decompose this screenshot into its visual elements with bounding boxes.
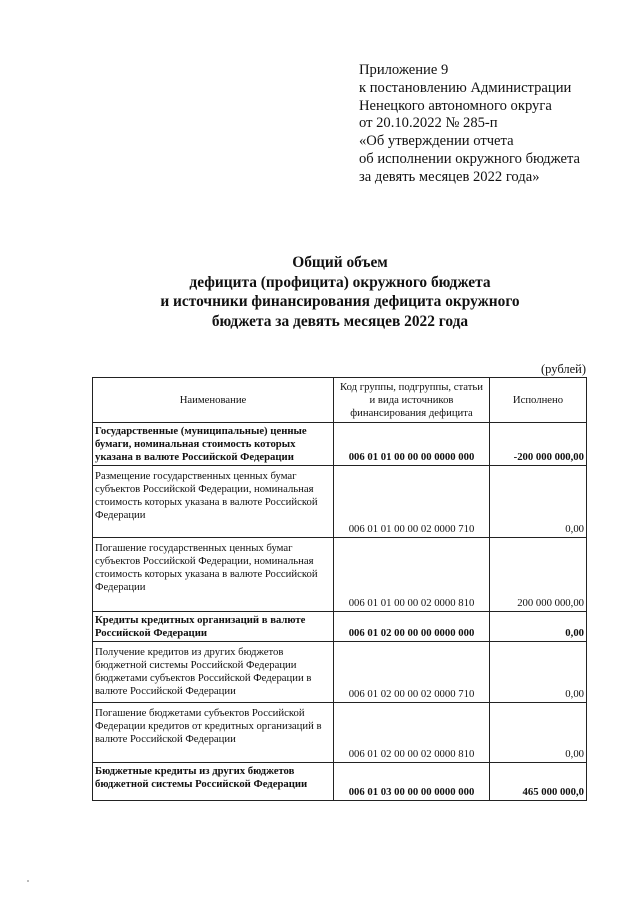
scan-speck [27,880,29,882]
row-name: Бюджетные кредиты из других бюджетов бюджетной системы Российской Федерации [93,763,334,801]
sources-table [92,377,587,801]
table-row [93,703,587,763]
row-value: -200 000 000,00 [490,423,587,466]
title-line: и источники финансирования дефицита окружного [160,293,520,310]
title-line: бюджета за девять месяцев 2022 года [211,312,469,330]
row-name: Размещение государственных ценных бумаг субъектов Российской Федерации, номинальная стоимость которых указана в валюте Российской Федерации [93,466,334,538]
appendix-line: за девять месяцев 2022 года» [359,168,540,185]
header-value: Исполнено [490,378,587,423]
row-code: 006 01 01 00 00 02 0000 710 [334,466,490,538]
row-name: Кредиты кредитных организаций в валюте Российской Федерации [93,612,334,642]
header-code: Код группы, подгруппы, статьи и вида источников финансирования дефицита [334,378,490,423]
row-code: 006 01 01 00 00 00 0000 000 [334,423,490,466]
table-header-row [93,378,587,423]
row-value: 0,00 [490,703,587,763]
unit-label: (рублей) [541,362,587,376]
appendix-block [359,62,639,187]
row-name: Погашение государственных ценных бумаг субъектов Российской Федерации, номинальная стоимость которых указана в валюте Российской Федерации [93,538,334,612]
table-row [93,612,587,642]
appendix-line: Ненецкого автономного округа [359,97,552,114]
row-value: 0,00 [490,612,587,642]
row-name: Получение кредитов из других бюджетов бюджетной системы Российской Федерации бюджетами субъектов Российской Федерации в валюте Российской Федерации [93,642,334,703]
row-code: 006 01 01 00 00 02 0000 810 [334,538,490,612]
title-line: Общий объем [292,254,388,271]
row-value: 200 000 000,00 [490,538,587,612]
appendix-line: от 20.10.2022 № 285-п [359,115,498,132]
header-name: Наименование [93,378,334,423]
row-value: 465 000 000,0 [490,763,587,801]
appendix-line: Приложение 9 [359,62,449,78]
row-code: 006 01 02 00 00 00 0000 000 [334,612,490,642]
document-title [40,253,639,331]
row-code: 006 01 02 00 00 02 0000 810 [334,703,490,763]
row-value: 0,00 [490,466,587,538]
row-code: 006 01 03 00 00 00 0000 000 [334,763,490,801]
table-row [93,763,587,801]
row-name: Погашение бюджетами субъектов Российской Федерации кредитов от кредитных организаций в валюте Российской Федерации [93,703,334,763]
table-row [93,642,587,703]
appendix-line: об исполнении окружного бюджета [359,150,580,167]
row-name: Государственные (муниципальные) ценные бумаги, номинальная стоимость которых указана в валюте Российской Федерации [93,423,334,466]
appendix-line: «Об утверждении отчета [359,133,514,150]
title-line: дефицита (профицита) окружного бюджета [189,273,491,291]
table-row [93,466,587,538]
table-row [93,423,587,466]
row-code: 006 01 02 00 00 02 0000 710 [334,642,490,703]
table-row [93,538,587,612]
row-value: 0,00 [490,642,587,703]
appendix-line: к постановлению Администрации [359,79,572,96]
